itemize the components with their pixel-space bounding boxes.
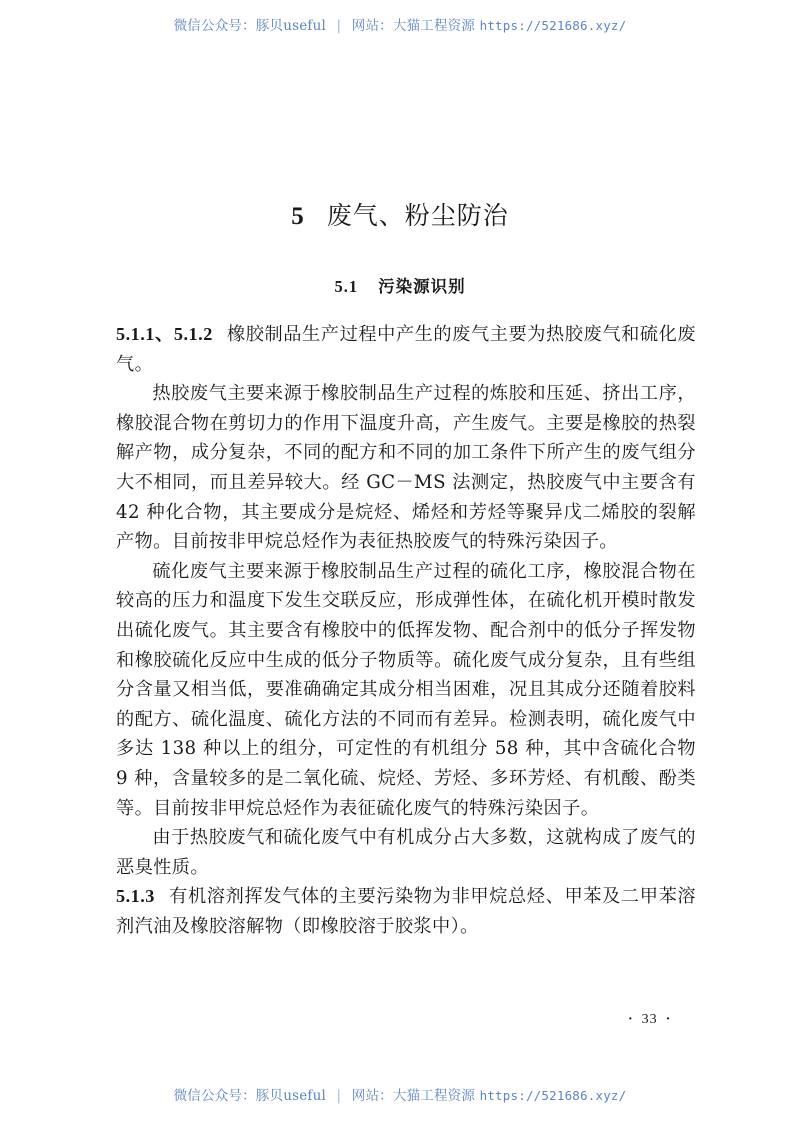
page-number — [620, 1012, 679, 1028]
site-url-link[interactable]: https://521686.xyz/ — [479, 1088, 627, 1103]
site-label: 网站：大猫工程资源 — [351, 1088, 476, 1104]
wechat-label: 微信公众号：豚贝useful — [173, 1088, 327, 1104]
bullet-dot: · — [628, 1012, 634, 1027]
section-title-text: 污染源识别 — [378, 277, 466, 296]
paragraph-hot-rubber-exhaust — [116, 379, 696, 557]
bullet-dot: · — [665, 1012, 672, 1027]
chapter-title-text: 废气、粉尘防治 — [326, 201, 509, 230]
paragraph-clause-5-1-3 — [116, 882, 696, 941]
clause-number: 5.1.3 — [116, 886, 155, 907]
paragraph-text: 硫化废气主要来源于橡胶制品生产过程的硫化工序，橡胶混合物在较高的压力和温度下发生交联反应，形成弹性体，在硫化机开模时散发出硫化废气。其主要含有橡胶中的低挥发物、配合剂中的低分子挥发物和橡胶硫化反应中生成的低分子物质等。硫化废气成分复杂，且有些组分含量又相当低，要准确确定其成分相当困难，况且其成分还随着胶料的配方、硫化温度、硫化方法的不同而有差异。检测表明，硫化废气中多达 138 种以上的组分，可定性的有机组分 58 种，其中含硫化合物 9 种，含量较多的是二氧化硫、烷烃、芳烃、多环芳烃、有机酸、酚类等。目前按非甲烷总烃作为表征硫化废气的特殊污染因子。 — [116, 560, 696, 819]
section-number: 5.1 — [334, 277, 359, 296]
paragraph-text: 橡胶制品生产过程中产生的废气主要为热胶废气和硫化废气。 — [116, 324, 696, 375]
paragraph-text: 有机溶剂挥发气体的主要污染物为非甲烷总烃、甲苯及二甲苯溶剂汽油及橡胶溶解物（即橡胶溶于胶浆中）。 — [116, 886, 696, 937]
paragraph-text: 由于热胶废气和硫化废气中有机成分占大多数，这就构成了废气的恶臭性质。 — [116, 827, 696, 878]
chapter-title — [0, 196, 800, 232]
paragraph-clause-5-1-1 — [116, 320, 696, 379]
footer-watermark — [0, 1084, 800, 1104]
header-watermark — [0, 14, 800, 34]
paragraph-text: 热胶废气主要来源于橡胶制品生产过程的炼胶和压延、挤出工序，橡胶混合物在剪切力的作用下温度升高，产生废气。主要是橡胶的热裂解产物，成分复杂，不同的配方和不同的加工条件下所产生的废气组分大不相同，而且差异较大。经 GC－MS 法测定，热胶废气中主要含有 42 种化合物，其主要成分是烷烃、烯烃和芳烃等聚异戊二烯胶的裂解产物。目前按非甲烷总烃作为表征热胶废气的特殊污染因子。 — [116, 383, 696, 553]
separator: | — [336, 18, 342, 34]
site-url-link[interactable]: https://521686.xyz/ — [479, 18, 627, 33]
page-number-value: 33 — [641, 1012, 658, 1027]
body-text — [116, 320, 696, 941]
paragraph-odor — [116, 823, 696, 882]
chapter-number: 5 — [291, 203, 305, 230]
wechat-label: 微信公众号：豚贝useful — [173, 18, 327, 34]
site-label: 网站：大猫工程资源 — [351, 18, 476, 34]
separator: | — [336, 1088, 342, 1104]
clause-number: 5.1.1、5.1.2 — [116, 324, 213, 344]
section-title — [0, 273, 800, 297]
paragraph-vulcanization-exhaust — [116, 557, 696, 823]
